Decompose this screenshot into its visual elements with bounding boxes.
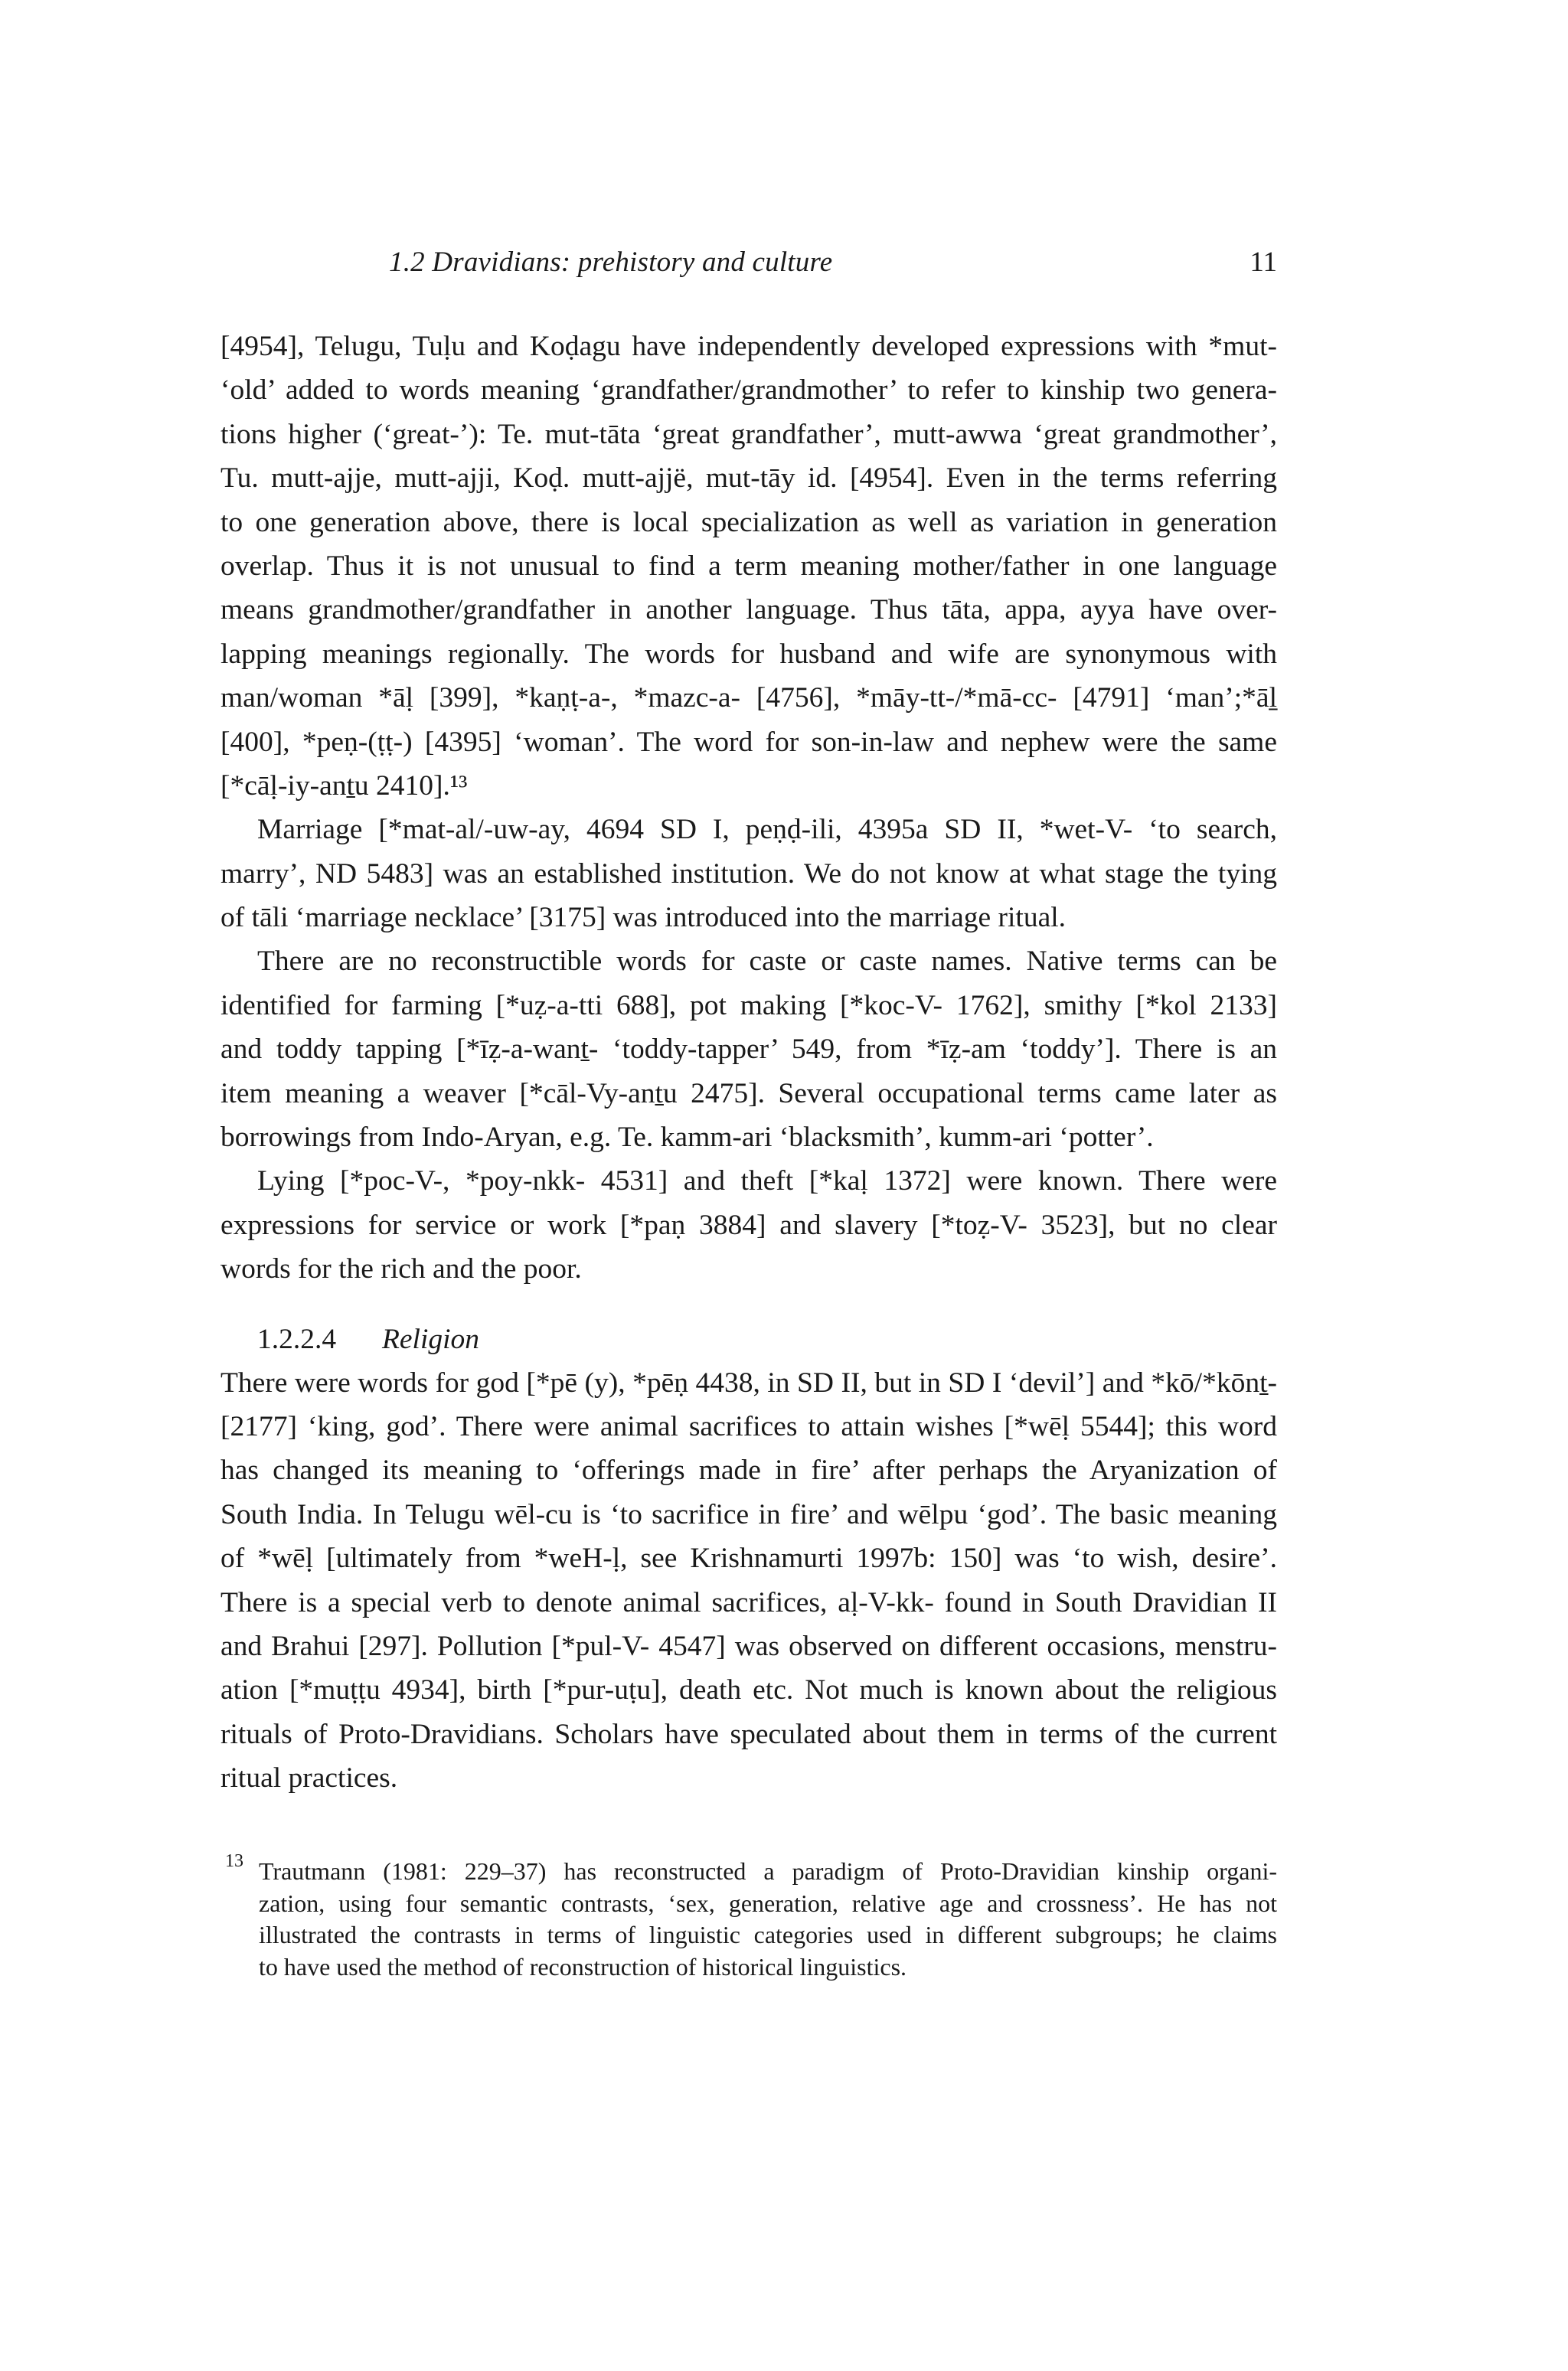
paragraph [220, 1159, 1277, 1291]
section-gap [220, 1292, 1277, 1318]
running-title: 1.2 Dravidians: prehistory and culture [389, 247, 833, 278]
body-text [220, 325, 1277, 1801]
footnote-line: to have used the method of reconstruction of historical linguistics. [259, 1952, 907, 1981]
text-line: [2177] ‘king, god’. There were animal sacrifices to attain wishes [*wēḷ 5544]; this word [220, 1410, 1277, 1442]
section-body [220, 1361, 1277, 1801]
paragraph [220, 939, 1277, 1159]
text-line: [400], *peṇ-(ṭṭ-) [4395] ‘woman’. The word for son-in-law and nephew were the same [220, 726, 1277, 758]
footnote-line: Trautmann (1981: 229–37) has reconstructed a paradigm of Proto-Dravidian kinship organi- [259, 1857, 1277, 1885]
text-line: identified for farming [*uẓ-a-tti 688], pot making [*koc-V- 1762], smithy [*kol 2133] [220, 989, 1277, 1021]
footnote-line: illustrated the contrasts in terms of linguistic categories used in different subgroups; he claims [259, 1921, 1277, 1948]
text-line: There were words for god [*pē (y), *pēṇ 4438, in SD II, but in SD I ‘devil’] and *kō/*kōnṯ- [220, 1367, 1277, 1399]
page-number: 11 [1250, 247, 1277, 278]
text-line: means grandmother/grandfather in another language. Thus tāta, appa, ayya have over- [220, 594, 1277, 626]
text-line: rituals of Proto-Dravidians. Scholars have speculated about them in terms of the current [220, 1718, 1277, 1750]
text-line: to one generation above, there is local specialization as well as variation in generation [220, 506, 1277, 538]
text-line: ation [*muṭṭu 4934], birth [*pur-uṭu], death etc. Not much is known about the religious [220, 1674, 1277, 1706]
section-title: Religion [382, 1323, 480, 1355]
paragraph [220, 325, 1277, 808]
text-line: words for the rich and the poor. [220, 1253, 582, 1285]
text-line: overlap. Thus it is not unusual to find a term meaning mother/father in one language [220, 550, 1277, 582]
footnote-marker: 13 [225, 1851, 243, 1871]
text-line: [4954], Telugu, Tuḷu and Koḍagu have independently developed expressions with *mut- [220, 331, 1277, 362]
text-line: and toddy tapping [*īẓ-a-wanṯ- ‘toddy-tapper’ 549, from *īẓ-am ‘toddy’]. There is an [220, 1034, 1277, 1066]
text-line: There is a special verb to denote animal sacrifices, aḷ-V-kk- found in South Dravidian II [220, 1586, 1277, 1618]
text-line: lapping meanings regionally. The words for husband and wife are synonymous with [220, 638, 1277, 670]
text-line: borrowings from Indo-Aryan, e.g. Te. kamm-ari ‘blacksmith’, kumm-ari ‘potter’. [220, 1122, 1154, 1154]
text-line: Lying [*poc-V-, *poy-nkk- 4531] and theft [*kaḷ 1372] were known. There were [257, 1165, 1277, 1197]
section-number: 1.2.2.4 [257, 1323, 337, 1355]
text-line: man/woman *āḷ [399], *kaṇṭ-a-, *mazc-a- [4756], *māy-tt-/*mā-cc- [4791] ‘man’;*āḻ [220, 682, 1277, 714]
paragraph [220, 808, 1277, 939]
text-line: ‘old’ added to words meaning ‘grandfather/grandmother’ to refer to kinship two genera- [220, 374, 1277, 407]
running-head [220, 243, 1277, 282]
footnote [220, 1851, 1277, 1983]
text-line: ritual practices. [220, 1762, 398, 1795]
text-line: expressions for service or work [*paṇ 3884] and slavery [*toẓ-V- 3523], but no clear [220, 1209, 1277, 1241]
text-line: South India. In Telugu wēl-cu is ‘to sacrifice in fire’ and wēlpu ‘god’. The basic meaning [220, 1498, 1277, 1530]
text-line: Tu. mutt-ajje, mutt-ajji, Koḍ. mutt-ajjë, mut-tāy id. [4954]. Even in the terms referring [220, 462, 1277, 495]
text-line: Marriage [*mat-al/-uw-ay, 4694 SD I, peṇḍ-ili, 4395a SD II, *wet-V- ‘to search, [257, 814, 1277, 846]
text-line: of *wēḷ [ultimately from *weH-ḷ, see Krishnamurti 1997b: 150] was ‘to wish, desire’. [220, 1543, 1277, 1575]
text-line: item meaning a weaver [*cāl-Vy-anṯu 2475]. Several occupational terms came later as [220, 1077, 1277, 1109]
text-line: There are no reconstructible words for caste or caste names. Native terms can be [257, 945, 1277, 978]
text-line: and Brahui [297]. Pollution [*pul-V- 4547] was observed on different occasions, menstru- [220, 1630, 1277, 1662]
section-heading [220, 1318, 1277, 1361]
footnote-lines [220, 1856, 1277, 1983]
text-line: tions higher (‘great-’): Te. mut-tāta ‘great grandfather’, mutt-awwa ‘great grandmother’, [220, 418, 1277, 450]
text-line: [*cāḷ-iy-anṯu 2410].¹³ [220, 769, 468, 802]
text-line: of tāli ‘marriage necklace’ [3175] was introduced into the marriage ritual. [220, 902, 1067, 934]
paragraphs [220, 325, 1277, 1292]
footnote-line: zation, using four semantic contrasts, ‘sex, generation, relative age and crossness’. He has not [259, 1889, 1277, 1917]
text-line: marry’, ND 5483] was an established institution. We do not know at what stage the tying [220, 857, 1277, 890]
text-line: has changed its meaning to ‘offerings made in fire’ after perhaps the Aryanization of [220, 1455, 1277, 1487]
